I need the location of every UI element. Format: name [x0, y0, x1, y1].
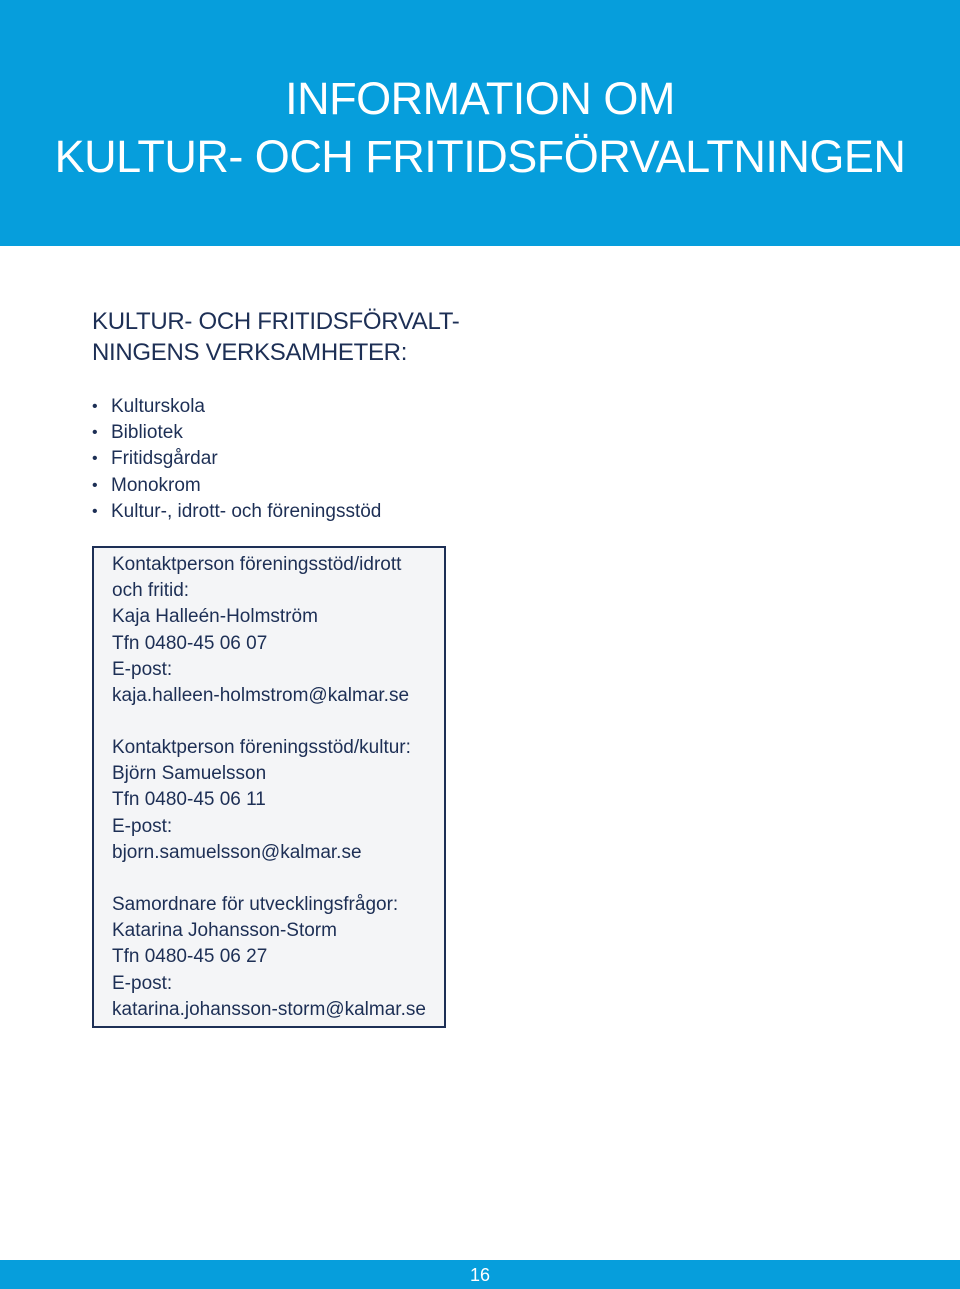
- bullet-icon: •: [92, 502, 98, 520]
- list-item: [92, 420, 381, 446]
- contact-email[interactable]: bjorn.samuelsson@kalmar.se: [112, 841, 362, 863]
- contact-email-label: E-post:: [112, 815, 173, 837]
- contact-role: Kontaktperson föreningsstöd/kultur:: [112, 737, 411, 758]
- list-item: [92, 446, 381, 472]
- section-heading: [92, 306, 459, 368]
- bullet-icon: •: [92, 398, 98, 415]
- list-item: [92, 473, 381, 499]
- contact-name: Katarina Johansson-Storm: [112, 920, 337, 942]
- contact-email-label: E-post:: [112, 972, 173, 994]
- page-title: [0, 70, 960, 186]
- list-item-label: Fritidsgårdar: [111, 448, 218, 470]
- page-title-line-1: INFORMATION OM: [285, 73, 675, 124]
- contact-name: Björn Samuelsson: [112, 763, 267, 785]
- bullet-icon: •: [92, 424, 98, 442]
- contact-role-continued: och fritid:: [112, 580, 190, 602]
- contact-phone: Tfn 0480-45 06 07: [112, 632, 268, 654]
- contact-phone: Tfn 0480-45 06 11: [112, 789, 266, 811]
- contact-block-idrott: [112, 552, 409, 709]
- list-item-label: Kulturskola: [111, 396, 205, 417]
- contact-role: Kontaktperson föreningsstöd/idrott: [112, 554, 402, 575]
- contact-email[interactable]: kaja.halleen-holmstrom@kalmar.se: [112, 685, 410, 707]
- page-number: 16: [469, 1265, 491, 1285]
- contact-name: Kaja Halleén-Holmström: [112, 606, 318, 628]
- contact-block-kultur: [112, 735, 411, 866]
- list-item: [92, 394, 381, 420]
- contact-email[interactable]: katarina.johansson-storm@kalmar.se: [112, 998, 426, 1020]
- bullet-icon: •: [92, 476, 98, 494]
- list-item-label: Bibliotek: [111, 422, 183, 444]
- list-item: [92, 499, 381, 525]
- section-heading-line-2: NINGENS VERKSAMHETER:: [92, 339, 408, 366]
- list-item-label: Kultur-, idrott- och föreningsstöd: [111, 500, 382, 522]
- contact-phone: Tfn 0480-45 06 27: [112, 946, 268, 968]
- list-item-label: Monokrom: [111, 474, 201, 496]
- section-heading-line-1: KULTUR- OCH FRITIDSFÖRVALT-: [92, 308, 460, 335]
- contact-email-label: E-post:: [112, 658, 173, 680]
- activity-list: [92, 394, 381, 525]
- bullet-icon: •: [92, 450, 98, 468]
- contact-box: [92, 546, 446, 1028]
- contact-role: Samordnare för utvecklingsfrågor:: [112, 894, 399, 915]
- page-title-line-2: KULTUR- OCH FRITIDSFÖRVALTNINGEN: [54, 131, 906, 182]
- contact-block-samordnare: [112, 892, 426, 1023]
